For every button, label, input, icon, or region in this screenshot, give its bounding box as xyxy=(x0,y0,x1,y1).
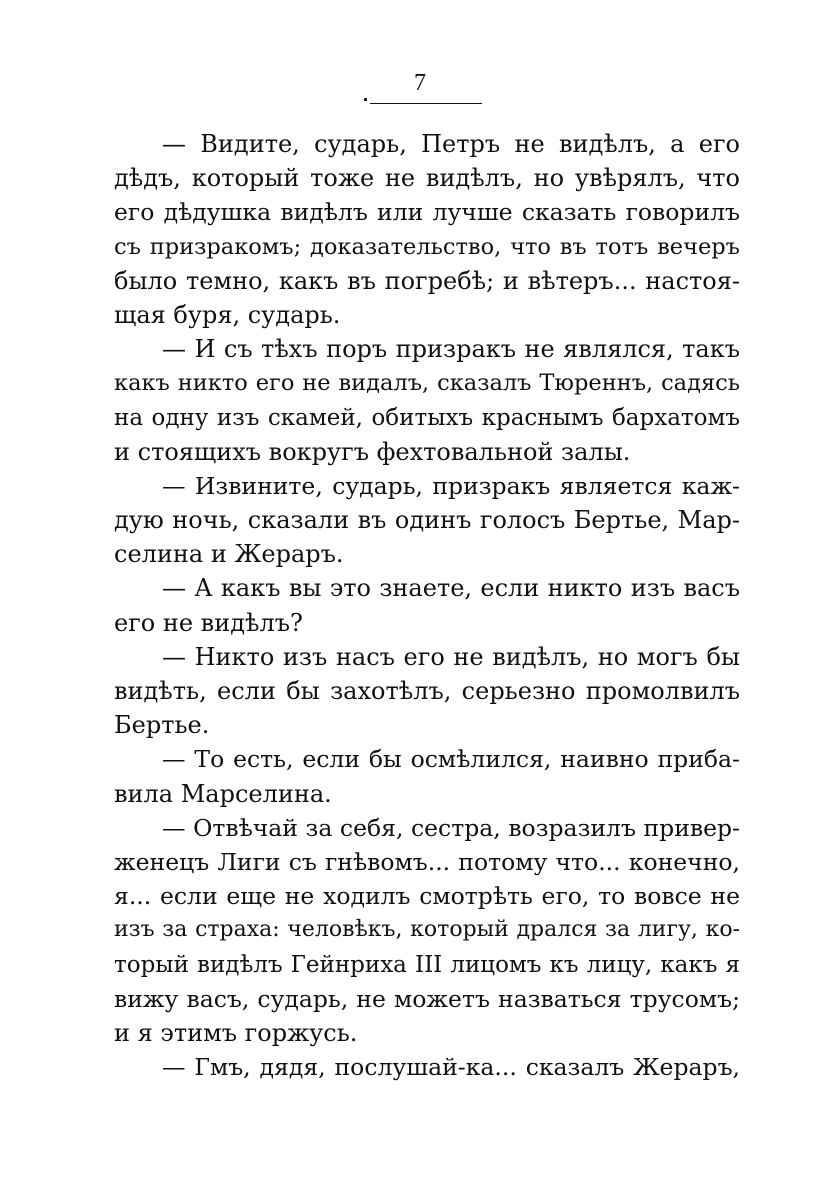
page-number: 7 xyxy=(414,70,426,96)
text-line: — Видите, сударь, Петръ не видѣлъ, а его xyxy=(162,130,740,158)
text-line: женецъ Лиги съ гнѣвомъ... потому что... конечно, xyxy=(114,847,740,876)
text-line: какъ никто его не видалъ, сказалъ Тюреннъ, садясь xyxy=(114,370,740,397)
text-line: — Отвѣчай за себя, сестра, возразилъ привер- xyxy=(162,813,740,842)
text-line: — Гмъ, дядя, послушай-ка... сказалъ Жераръ, xyxy=(162,1053,740,1082)
text-line: — И съ тѣхъ поръ призракъ не являлся, такъ xyxy=(162,335,740,364)
text-line: его дѣдушка видѣлъ или лучше сказать говорилъ xyxy=(114,198,740,227)
text-line: видѣть, если бы захотѣлъ, серьезно промолвилъ xyxy=(114,677,740,705)
text-line: дѣдъ, который тоже не видѣлъ, но увѣрялъ, что xyxy=(114,164,740,193)
rule-dot xyxy=(364,98,367,101)
text-line: на одну изъ скамей, обитыхъ краснымъ бархатомъ xyxy=(114,404,740,431)
text-line: — Никто изъ насъ его не видѣлъ, но могъ бы xyxy=(162,642,740,671)
text-line: — Извините, сударь, призракъ является каж- xyxy=(162,471,740,500)
body-text xyxy=(114,127,740,1084)
text-line: и стоящихъ вокругъ фехтовальной залы. xyxy=(114,437,631,466)
text-line: изъ за страха: человѣкъ, который дрался за лигу, ко- xyxy=(114,917,740,943)
text-line: съ призракомъ; доказательство, что въ тотъ вечеръ xyxy=(114,233,740,260)
text-line: было темно, какъ въ погребѣ; и вѣтеръ... настоя- xyxy=(114,266,740,295)
header-rule xyxy=(370,103,482,104)
text-line: Бертье. xyxy=(114,711,210,740)
text-line: селина и Жераръ. xyxy=(114,540,344,569)
text-line: — То есть, если бы осмѣлился, наивно приба- xyxy=(162,745,740,774)
text-line: — А какъ вы это знаете, если никто изъ васъ xyxy=(162,574,740,603)
text-line: вила Марселина. xyxy=(114,779,332,808)
text-line: торый видѣлъ Гейнриха III лицомъ къ лицу, какъ я xyxy=(114,951,740,978)
text-line: его не видѣлъ? xyxy=(114,608,303,637)
text-line: дую ночь, сказали въ одинъ голосъ Бертье, Мар- xyxy=(114,506,740,535)
text-line: щая буря, сударь. xyxy=(114,300,341,329)
text-line: вижу васъ, сударь, не можетъ назваться трусомъ; xyxy=(114,984,740,1013)
text-line: я... если еще не ходилъ смотрѣть его, то вовсе не xyxy=(114,882,740,911)
text-line: и я этимъ горжусь. xyxy=(114,1018,358,1047)
